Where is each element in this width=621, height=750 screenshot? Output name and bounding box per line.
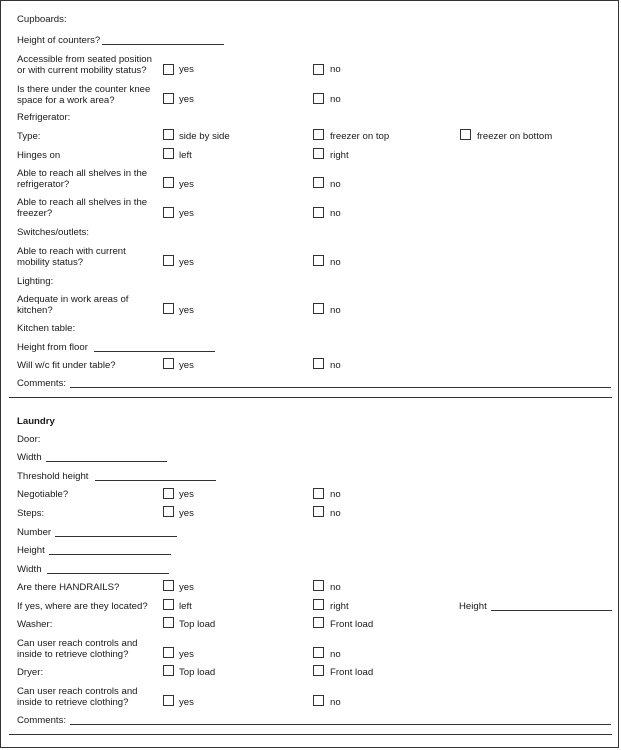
negotiable-no-label: no xyxy=(330,489,341,500)
reach-dryer-label-2: inside to retrieve clothing? xyxy=(17,697,129,708)
negotiable-yes-label: yes xyxy=(179,489,194,500)
reach-washer-no-checkbox[interactable] xyxy=(313,647,324,658)
steps-no-label: no xyxy=(330,508,341,519)
adequate-yes-label: yes xyxy=(179,305,194,316)
reach-fridge-label-1: Able to reach all shelves in the xyxy=(17,168,148,179)
knee-space-label-2: space for a work area? xyxy=(17,95,115,106)
hinges-left-label: left xyxy=(179,150,192,161)
number-label: Number xyxy=(17,527,52,538)
adequate-no-checkbox[interactable] xyxy=(313,303,324,314)
negotiable-no-checkbox[interactable] xyxy=(313,488,324,499)
knee-space-no-checkbox[interactable] xyxy=(313,93,324,104)
reach-switch-no-label: no xyxy=(330,257,341,268)
reach-dryer-no-checkbox[interactable] xyxy=(313,695,324,706)
freezer-on-top-checkbox[interactable] xyxy=(313,129,324,140)
hinges-left-checkbox[interactable] xyxy=(163,148,174,159)
steps-height-field[interactable] xyxy=(49,554,171,555)
handrails-left-label: left xyxy=(179,601,192,612)
reach-freezer-label-1: Able to reach all shelves in the xyxy=(17,197,148,208)
reach-fridge-no-checkbox[interactable] xyxy=(313,177,324,188)
laundry-comments-field[interactable] xyxy=(70,724,611,725)
reach-freezer-no-checkbox[interactable] xyxy=(313,207,324,218)
lighting-heading: Lighting: xyxy=(17,276,54,287)
handrails-left-checkbox[interactable] xyxy=(163,599,174,610)
steps-width-field[interactable] xyxy=(47,573,169,574)
negotiable-yes-checkbox[interactable] xyxy=(163,488,174,499)
number-field[interactable] xyxy=(55,536,177,537)
reach-freezer-yes-checkbox[interactable] xyxy=(163,207,174,218)
reach-dryer-yes-checkbox[interactable] xyxy=(163,695,174,706)
steps-yes-label: yes xyxy=(179,508,194,519)
side-by-side-label: side by side xyxy=(179,131,230,142)
kitchen-comments-label: Comments: xyxy=(17,378,67,389)
reach-fridge-label-2: refrigerator? xyxy=(17,179,70,190)
height-counters-field[interactable] xyxy=(102,44,224,45)
dryer-top-load-label: Top load xyxy=(179,667,216,678)
reach-washer-label-1: Can user reach controls and xyxy=(17,638,138,649)
steps-no-checkbox[interactable] xyxy=(313,506,324,517)
knee-space-yes-label: yes xyxy=(179,94,194,105)
knee-space-yes-checkbox[interactable] xyxy=(163,93,174,104)
handrails-no-label: no xyxy=(330,582,341,593)
handrails-height-label: Height xyxy=(459,601,487,612)
steps-label: Steps: xyxy=(17,508,45,519)
washer-front-load-checkbox[interactable] xyxy=(313,617,324,628)
type-label: Type: xyxy=(17,131,41,142)
reach-switch-no-checkbox[interactable] xyxy=(313,255,324,266)
reach-switch-yes-label: yes xyxy=(179,257,194,268)
door-heading: Door: xyxy=(17,434,41,445)
adequate-label-2: kitchen? xyxy=(17,305,53,316)
handrails-label: Are there HANDRAILS? xyxy=(17,582,120,593)
steps-width-label: Width xyxy=(17,564,42,575)
accessible-yes-checkbox[interactable] xyxy=(163,64,174,75)
threshold-label: Threshold height xyxy=(17,471,89,482)
handrails-yes-checkbox[interactable] xyxy=(163,580,174,591)
reach-washer-yes-checkbox[interactable] xyxy=(163,647,174,658)
handrails-height-field[interactable] xyxy=(491,610,612,611)
reach-dryer-yes-label: yes xyxy=(179,697,194,708)
reach-switch-yes-checkbox[interactable] xyxy=(163,255,174,266)
laundry-heading: Laundry xyxy=(17,416,55,427)
dryer-front-load-checkbox[interactable] xyxy=(313,665,324,676)
accessible-no-label: no xyxy=(330,64,341,75)
accessible-label-1: Accessible from seated position xyxy=(17,54,152,65)
wc-fit-yes-label: yes xyxy=(179,360,194,371)
door-width-field[interactable] xyxy=(46,461,167,462)
reach-freezer-yes-label: yes xyxy=(179,208,194,219)
accessible-yes-label: yes xyxy=(179,64,194,75)
height-floor-label: Height from floor xyxy=(17,342,88,353)
reach-washer-label-2: inside to retrieve clothing? xyxy=(17,649,129,660)
kitchen-table-heading: Kitchen table: xyxy=(17,323,76,334)
freezer-on-top-label: freezer on top xyxy=(330,131,390,142)
washer-top-load-label: Top load xyxy=(179,619,216,630)
adequate-yes-checkbox[interactable] xyxy=(163,303,174,314)
dryer-top-load-checkbox[interactable] xyxy=(163,665,174,676)
hinges-right-label: right xyxy=(330,150,349,161)
wc-fit-no-label: no xyxy=(330,360,341,371)
accessible-label-2: or with current mobility status? xyxy=(17,65,147,76)
negotiable-label: Negotiable? xyxy=(17,489,69,500)
reach-fridge-no-label: no xyxy=(330,179,341,190)
washer-top-load-checkbox[interactable] xyxy=(163,617,174,628)
side-by-side-checkbox[interactable] xyxy=(163,129,174,140)
hinges-right-checkbox[interactable] xyxy=(313,148,324,159)
washer-label: Washer: xyxy=(17,619,53,630)
reach-washer-no-label: no xyxy=(330,649,341,660)
adequate-label-1: Adequate in work areas of xyxy=(17,294,129,305)
reach-fridge-yes-label: yes xyxy=(179,179,194,190)
handrails-right-label: right xyxy=(330,601,349,612)
handrails-right-checkbox[interactable] xyxy=(313,599,324,610)
section-divider xyxy=(9,397,612,398)
reach-switch-label-1: Able to reach with current xyxy=(17,246,126,257)
wc-fit-yes-checkbox[interactable] xyxy=(163,358,174,369)
dryer-label: Dryer: xyxy=(17,667,44,678)
washer-front-load-label: Front load xyxy=(330,619,374,630)
height-floor-field[interactable] xyxy=(94,351,215,352)
handrails-yes-label: yes xyxy=(179,582,194,593)
reach-switch-label-2: mobility status? xyxy=(17,257,84,268)
threshold-field[interactable] xyxy=(95,480,216,481)
bottom-divider xyxy=(9,734,612,735)
height-counters-label: Height of counters? xyxy=(17,35,101,46)
where-located-label: If yes, where are they located? xyxy=(17,601,148,612)
accessible-no-checkbox[interactable] xyxy=(313,64,324,75)
hinges-label: Hinges on xyxy=(17,150,61,161)
freezer-on-bottom-label: freezer on bottom xyxy=(477,131,553,142)
freezer-on-bottom-checkbox[interactable] xyxy=(460,129,471,140)
wc-fit-label: Will w/c fit under table? xyxy=(17,360,116,371)
handrails-no-checkbox[interactable] xyxy=(313,580,324,591)
knee-space-no-label: no xyxy=(330,94,341,105)
laundry-comments-label: Comments: xyxy=(17,715,67,726)
steps-yes-checkbox[interactable] xyxy=(163,506,174,517)
kitchen-comments-field[interactable] xyxy=(70,387,611,388)
reach-washer-yes-label: yes xyxy=(179,649,194,660)
reach-freezer-no-label: no xyxy=(330,208,341,219)
reach-freezer-label-2: freezer? xyxy=(17,208,53,219)
adequate-no-label: no xyxy=(330,305,341,316)
switches-heading: Switches/outlets: xyxy=(17,227,89,238)
cupboards-heading: Cupboards: xyxy=(17,14,67,25)
door-width-label: Width xyxy=(17,452,42,463)
reach-dryer-no-label: no xyxy=(330,697,341,708)
dryer-front-load-label: Front load xyxy=(330,667,374,678)
reach-dryer-label-1: Can user reach controls and xyxy=(17,686,138,697)
steps-height-label: Height xyxy=(17,545,45,556)
wc-fit-no-checkbox[interactable] xyxy=(313,358,324,369)
knee-space-label-1: Is there under the counter knee xyxy=(17,84,151,95)
reach-fridge-yes-checkbox[interactable] xyxy=(163,177,174,188)
refrigerator-heading: Refrigerator: xyxy=(17,112,71,123)
